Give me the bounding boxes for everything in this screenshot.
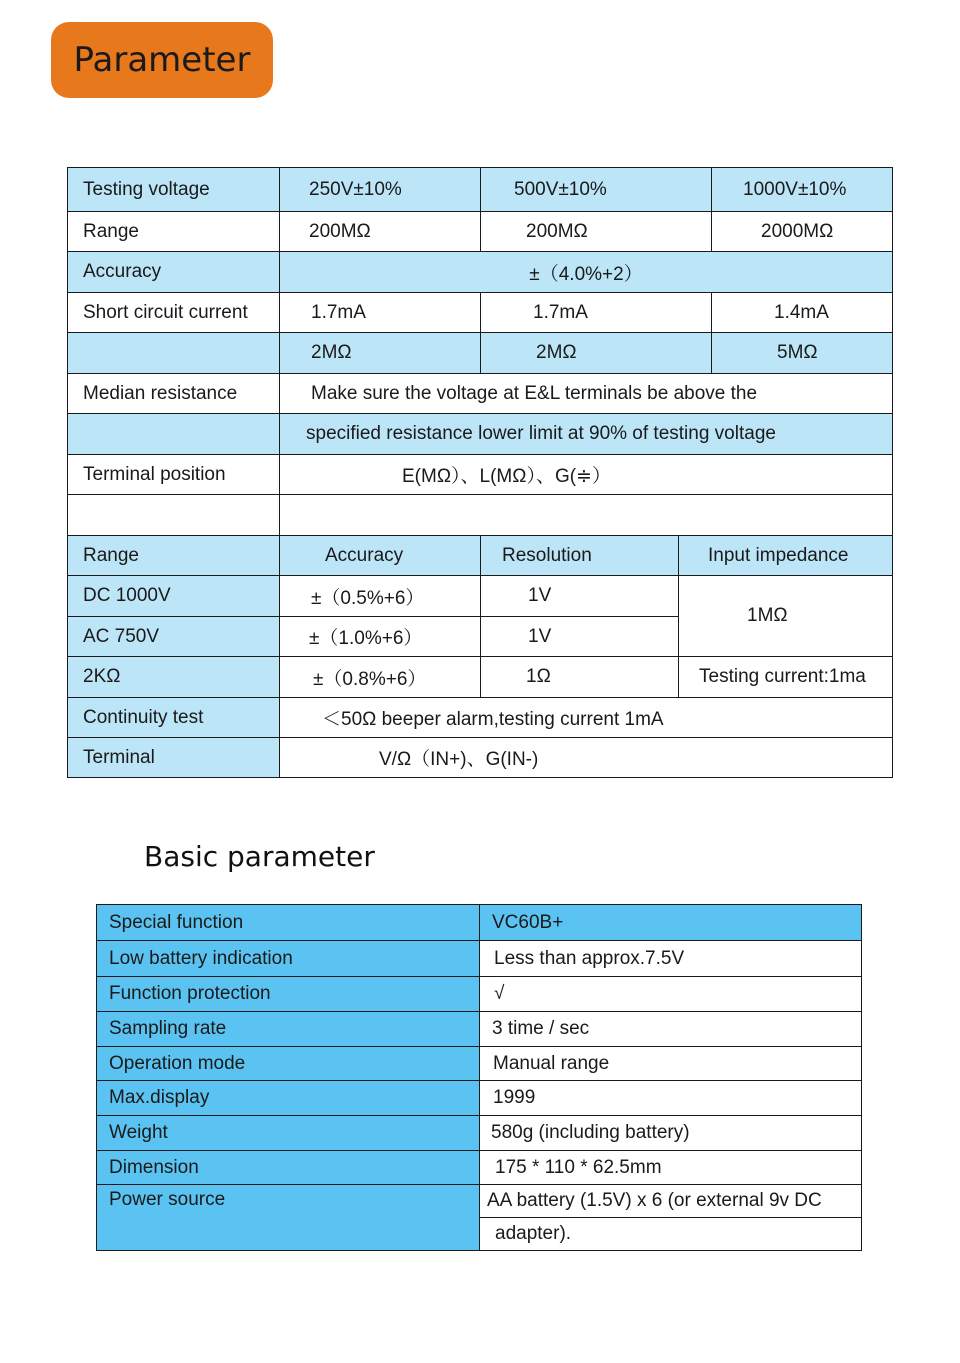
basic-value-special-function: VC60B+ (480, 905, 862, 941)
terminal-position-value: E(MΩ）、L(MΩ）、G(≑） (280, 455, 893, 495)
resistance-empty-label (68, 333, 280, 374)
empty-row-value (280, 495, 893, 536)
resistance-500: 2MΩ (481, 333, 712, 374)
resistance-1000: 5MΩ (712, 333, 893, 374)
basic-value-power-source-line1: AA battery (1.5V) x 6 (or external 9v DC (480, 1185, 862, 1218)
testing-current-value: Testing current:1ma (679, 657, 893, 698)
short-circuit-500: 1.7mA (481, 293, 712, 333)
terminal-value: V/Ω（IN+)、G(IN-) (280, 738, 893, 778)
basic-parameter-title: Basic parameter (144, 840, 375, 873)
basic-label-sampling-rate: Sampling rate (97, 1012, 480, 1047)
median-resistance-line2: specified resistance lower limit at 90% of testing voltage (280, 414, 893, 455)
meter-header-accuracy: Accuracy (280, 536, 481, 576)
testing-voltage-label: Testing voltage (68, 168, 280, 212)
continuity-value: ＜50Ω beeper alarm,testing current 1mA (280, 698, 893, 738)
terminal-position-label: Terminal position (68, 455, 280, 495)
median-resistance-empty (68, 414, 280, 455)
range-250: 200MΩ (280, 212, 481, 252)
median-resistance-line1: Make sure the voltage at E&L terminals be above the (280, 374, 893, 414)
range-500: 200MΩ (481, 212, 712, 252)
meter-header-resolution: Resolution (481, 536, 679, 576)
parameter-title: Parameter (73, 40, 251, 80)
basic-label-dimension: Dimension (97, 1151, 480, 1185)
testing-voltage-500: 500V±10% (481, 168, 712, 212)
short-circuit-1000: 1.4mA (712, 293, 893, 333)
testing-voltage-1000: 1000V±10% (712, 168, 893, 212)
meter-header-impedance: Input impedance (679, 536, 893, 576)
meter-row-ac-resolution: 1V (481, 617, 679, 657)
short-circuit-label: Short circuit current (68, 293, 280, 333)
basic-value-sampling-rate: 3 time / sec (480, 1012, 862, 1047)
parameter-title-badge (51, 22, 273, 98)
basic-value-power-source-line2: adapter). (480, 1218, 862, 1251)
input-impedance-value: 1MΩ (679, 576, 893, 657)
range-label: Range (68, 212, 280, 252)
terminal-label: Terminal (68, 738, 280, 778)
basic-value-max-display: 1999 (480, 1081, 862, 1116)
median-resistance-label: Median resistance (68, 374, 280, 414)
basic-value-dimension: 175 * 110 * 62.5mm (480, 1151, 862, 1185)
meter-row-dc-range: DC 1000V (68, 576, 280, 617)
basic-label-max-display: Max.display (97, 1081, 480, 1116)
basic-value-operation-mode: Manual range (480, 1047, 862, 1081)
meter-row-ohm-range: 2KΩ (68, 657, 280, 698)
meter-row-ac-range: AC 750V (68, 617, 280, 657)
meter-row-ohm-resolution: 1Ω (481, 657, 679, 698)
basic-label-special-function: Special function (97, 905, 480, 941)
basic-value-weight: 580g (including battery) (480, 1116, 862, 1151)
basic-label-weight: Weight (97, 1116, 480, 1151)
meter-row-ohm-accuracy: ±（0.8%+6） (280, 657, 481, 698)
range-1000: 2000MΩ (712, 212, 893, 252)
basic-value-function-protection: √ (480, 977, 862, 1012)
meter-row-dc-accuracy: ±（0.5%+6） (280, 576, 481, 617)
basic-label-power-source: Power source (97, 1185, 480, 1251)
continuity-label: Continuity test (68, 698, 280, 738)
empty-row-label (68, 495, 280, 536)
basic-label-operation-mode: Operation mode (97, 1047, 480, 1081)
accuracy-value: ±（4.0%+2） (280, 252, 893, 293)
accuracy-label: Accuracy (68, 252, 280, 293)
spec-table (67, 167, 893, 778)
basic-label-function-protection: Function protection (97, 977, 480, 1012)
testing-voltage-250: 250V±10% (280, 168, 481, 212)
short-circuit-250: 1.7mA (280, 293, 481, 333)
meter-row-ac-accuracy: ±（1.0%+6） (280, 617, 481, 657)
meter-row-dc-resolution: 1V (481, 576, 679, 617)
meter-header-range: Range (68, 536, 280, 576)
resistance-250: 2MΩ (280, 333, 481, 374)
basic-label-low-battery: Low battery indication (97, 941, 480, 977)
basic-value-low-battery: Less than approx.7.5V (480, 941, 862, 977)
basic-parameter-table (96, 904, 862, 1251)
